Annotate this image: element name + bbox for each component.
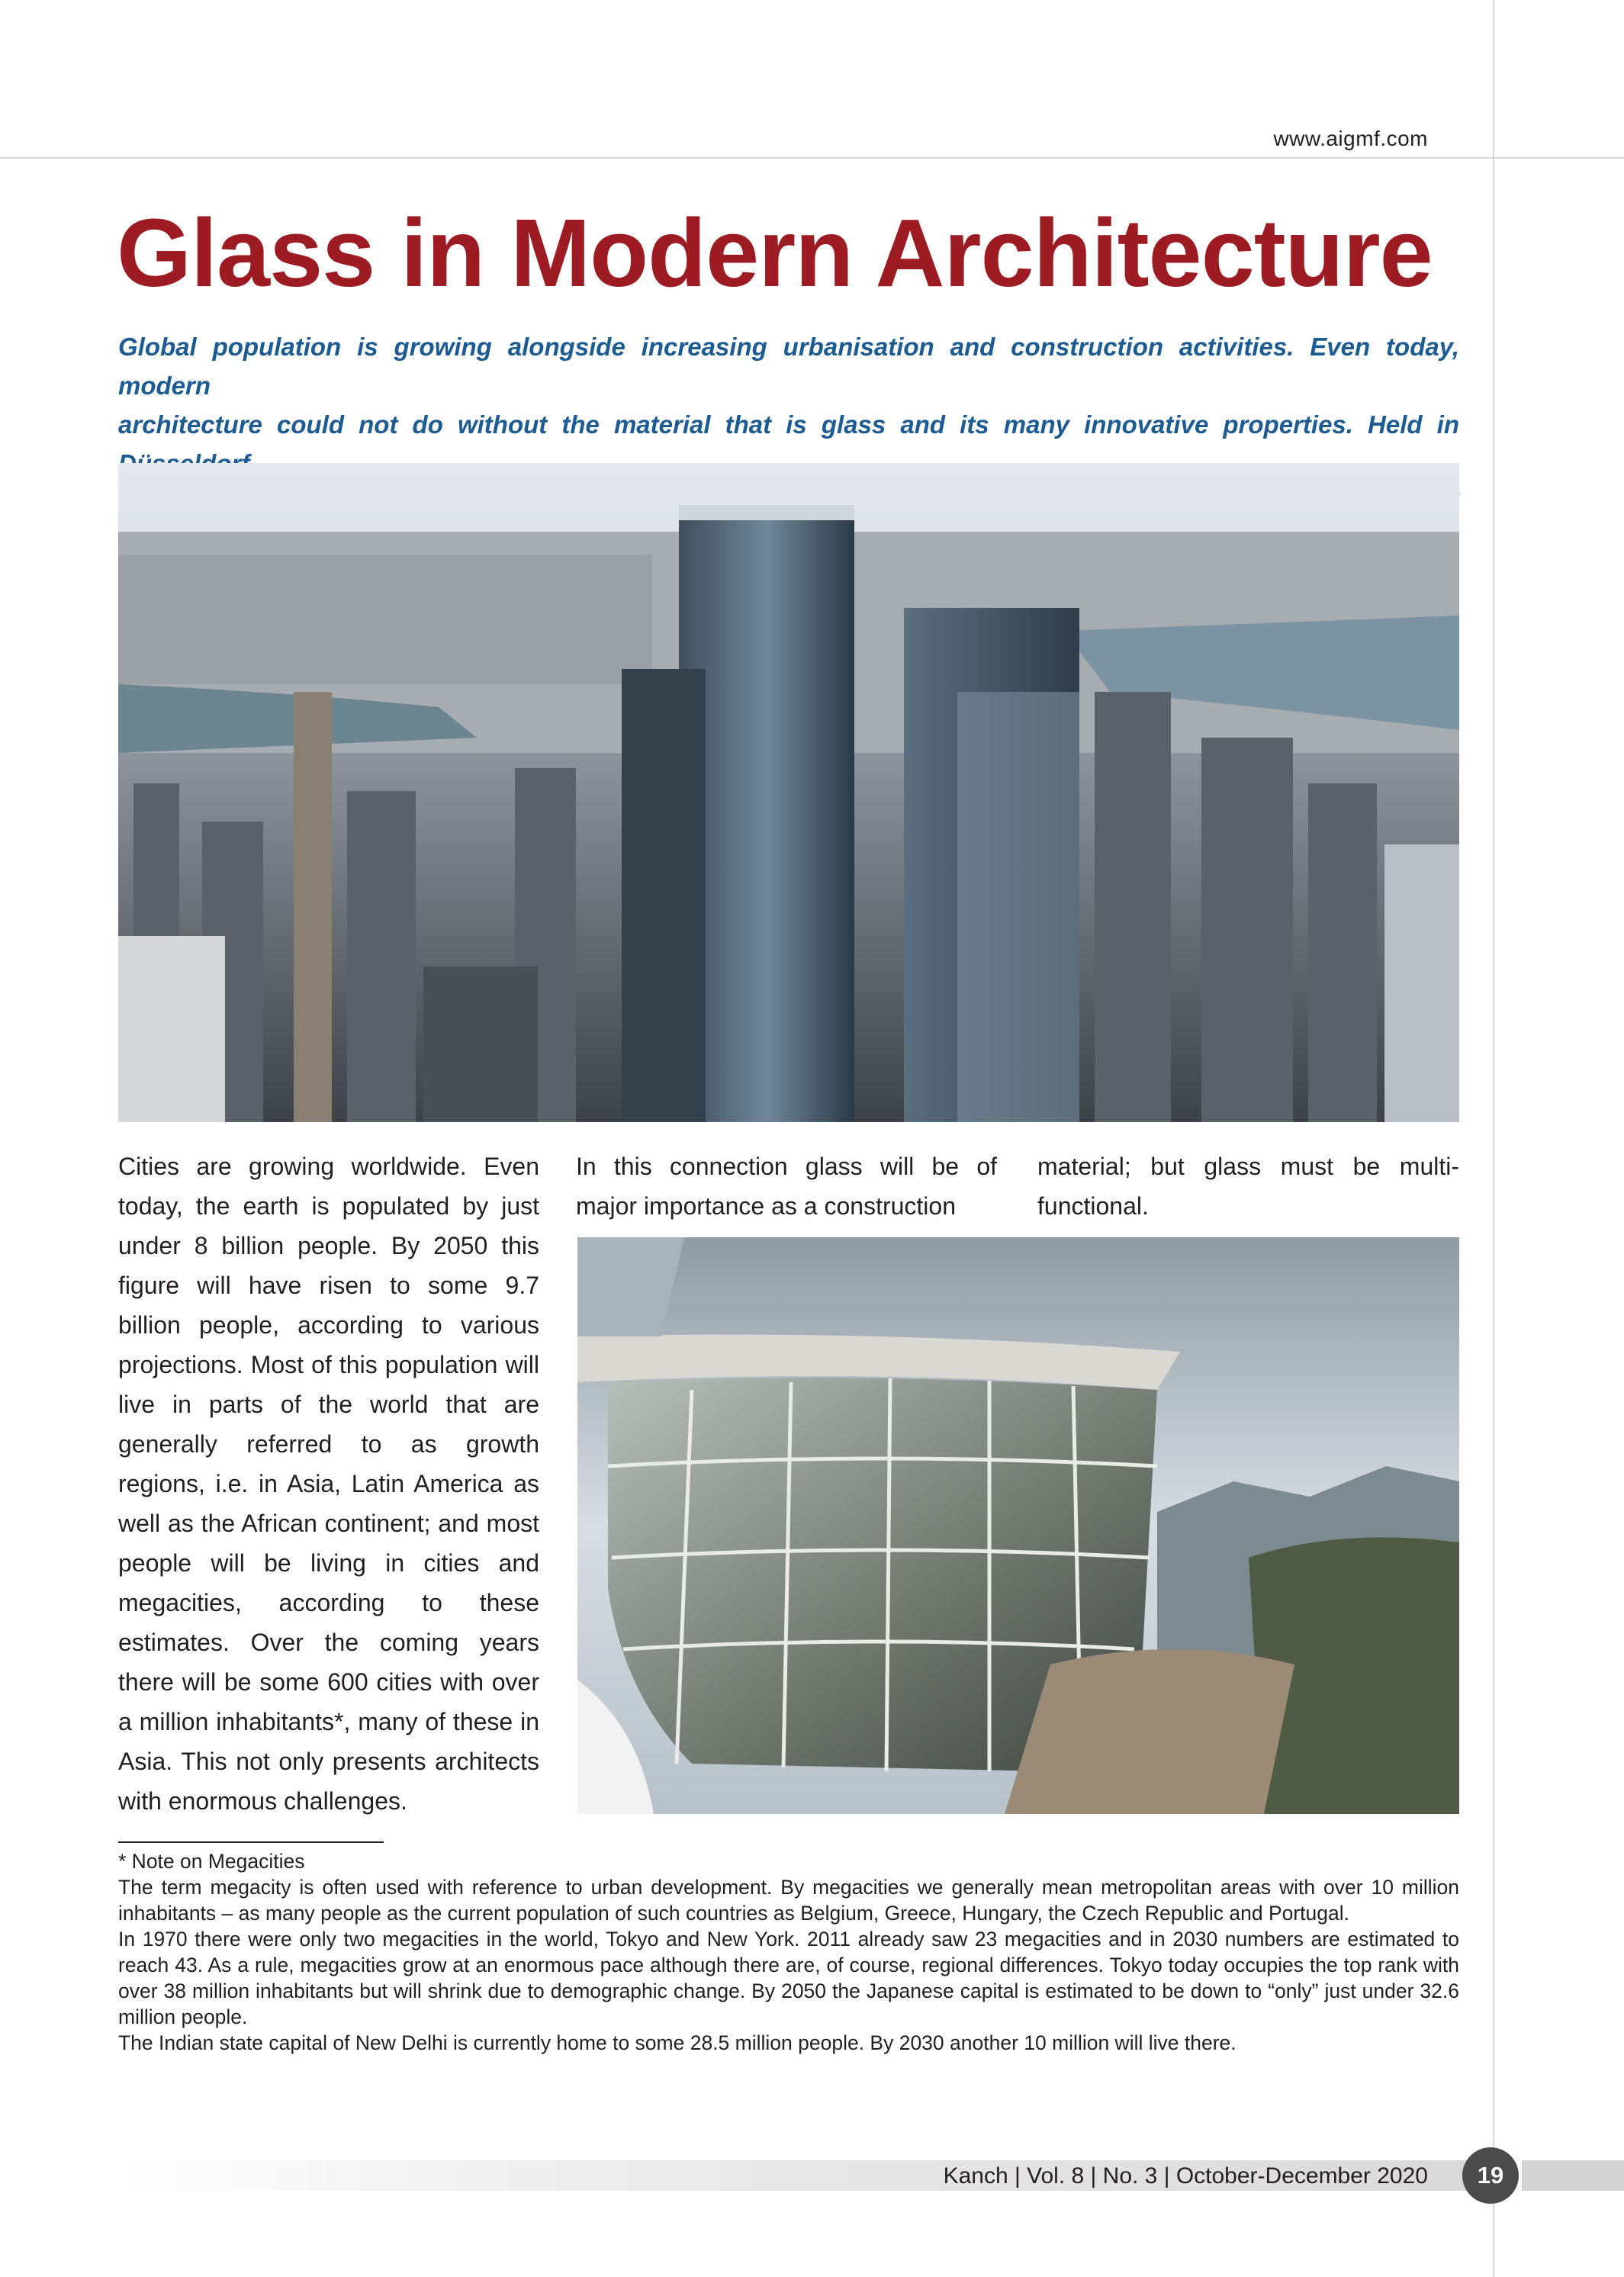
body-column-1: Cities are growing worldwide. Even today, the earth is populated by just under 8 billion people. By 2050 this figure will have risen to some 9.7 billion people, according to various projections. Most of this population will live in parts of the world that are generally referred to as growth regions, i.e. in Asia, Latin America as well as the African continent; and most people will be living in cities and megacities, according to these estimates. Over the coming years there will be some 600 cities with over a million inhabitants*, many of these in Asia. This not only presents architects with enormous challenges. xyxy=(118,1153,539,1815)
footnote-rule xyxy=(118,1841,384,1843)
body-column-2: In this connection glass will be of major importance as a construction xyxy=(576,1153,997,1220)
footnote xyxy=(118,1848,1459,2056)
publication-info: Kanch | Vol. 8 | No. 3 | October-December 2020 xyxy=(943,2163,1428,2189)
footer-bar-tail xyxy=(1522,2160,1624,2191)
skyline-photo xyxy=(118,463,1459,1122)
article-title: Glass in Modern Architecture xyxy=(117,199,1433,307)
intro-line: architecture could not do without the material that is glass and its many innovative properties. Held in xyxy=(118,410,1459,439)
mountain-glass-building-photo xyxy=(577,1237,1459,1814)
footnote-paragraph: In 1970 there were only two megacities in the world, Tokyo and New York. 2011 already saw 23 megacities and in 2030 numbers are estimated to reach 43. As a rule, megacities grow at an enormous pace although there are, of course, regional differences. Tokyo today occupies the top rank with over 38 million inhabitants but will shrink due to demographic change. By 2050 the Japanese capital is estimated to be down to “only” just under 32.6 million people. xyxy=(118,1928,1459,2028)
body-column-3: material; but glass must be multi-functional. xyxy=(1037,1153,1459,1220)
footnote-paragraph: The Indian state capital of New Delhi is currently home to some 28.5 million people. By 2030 another 10 million will live there. xyxy=(118,2031,1236,2054)
header-rule xyxy=(0,157,1624,159)
intro-line: Global population is growing alongside increasing urbanisation and construction activities. Even today, modern xyxy=(118,333,1459,400)
page-number: 19 xyxy=(1462,2147,1519,2204)
footnote-paragraph: The term megacity is often used with reference to urban development. By megacities we generally mean metropolitan areas with over 10 million inhabitants – as many people as the current population of such countries as Belgium, Greece, Hungary, the Czech Republic and Portugal. xyxy=(118,1876,1459,1925)
website-url[interactable]: www.aigmf.com xyxy=(1273,127,1428,150)
margin-vertical-rule xyxy=(1493,0,1494,2277)
footnote-heading: * Note on Megacities xyxy=(118,1850,305,1873)
